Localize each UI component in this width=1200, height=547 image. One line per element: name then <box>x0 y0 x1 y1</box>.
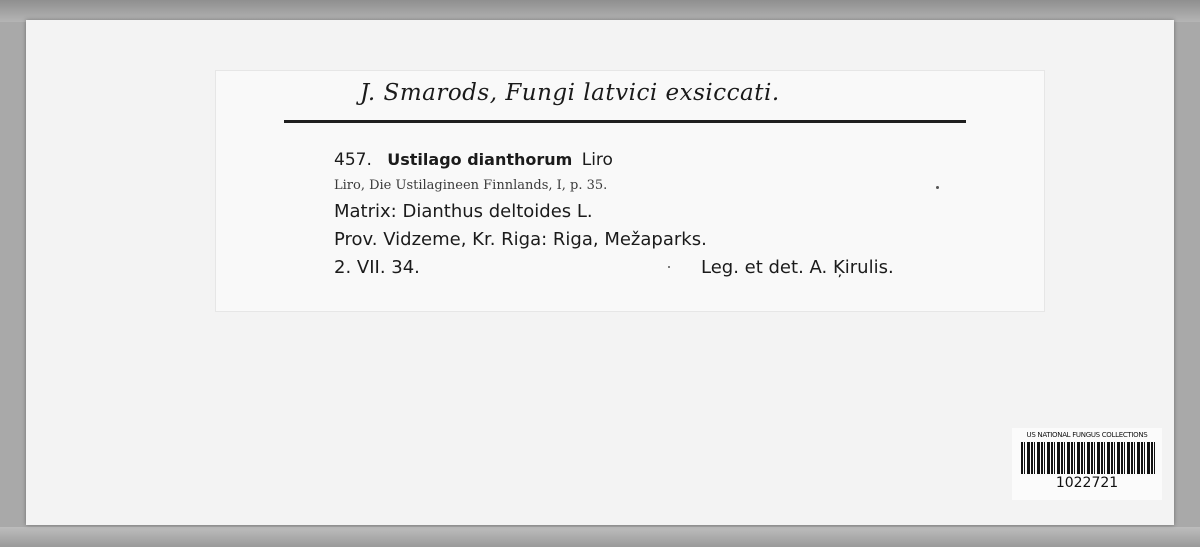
barcode-caption: US NATIONAL FUNGUS COLLECTIONS <box>1026 431 1148 439</box>
locality-line: Prov. Vidzeme, Kr. Riga: Riga, Mežaparks. <box>334 229 707 250</box>
title-rule <box>284 120 966 123</box>
speck <box>668 266 670 268</box>
collection-date: 2. VII. 34. <box>334 257 420 278</box>
barcode-number: 1022721 <box>1055 475 1119 491</box>
speck <box>936 186 939 189</box>
species-name: Ustilago dianthorum <box>387 150 573 169</box>
backdrop-top <box>0 0 1200 22</box>
species-line <box>334 150 613 170</box>
reference-line: Liro, Die Ustilagineen Finnlands, I, p. 35. <box>334 178 608 193</box>
label-title: J. Smarods, Fungi latvici exsiccati. <box>360 80 780 106</box>
matrix-line: Matrix: Dianthus deltoides L. <box>334 201 593 222</box>
species-author: Liro <box>581 150 613 170</box>
specimen-number: 457. <box>334 150 372 170</box>
barcode-icon <box>1021 442 1157 474</box>
barcode-label <box>1012 428 1162 500</box>
backdrop-bottom <box>0 527 1200 547</box>
collector-line: Leg. et det. A. Ķirulis. <box>701 257 894 278</box>
